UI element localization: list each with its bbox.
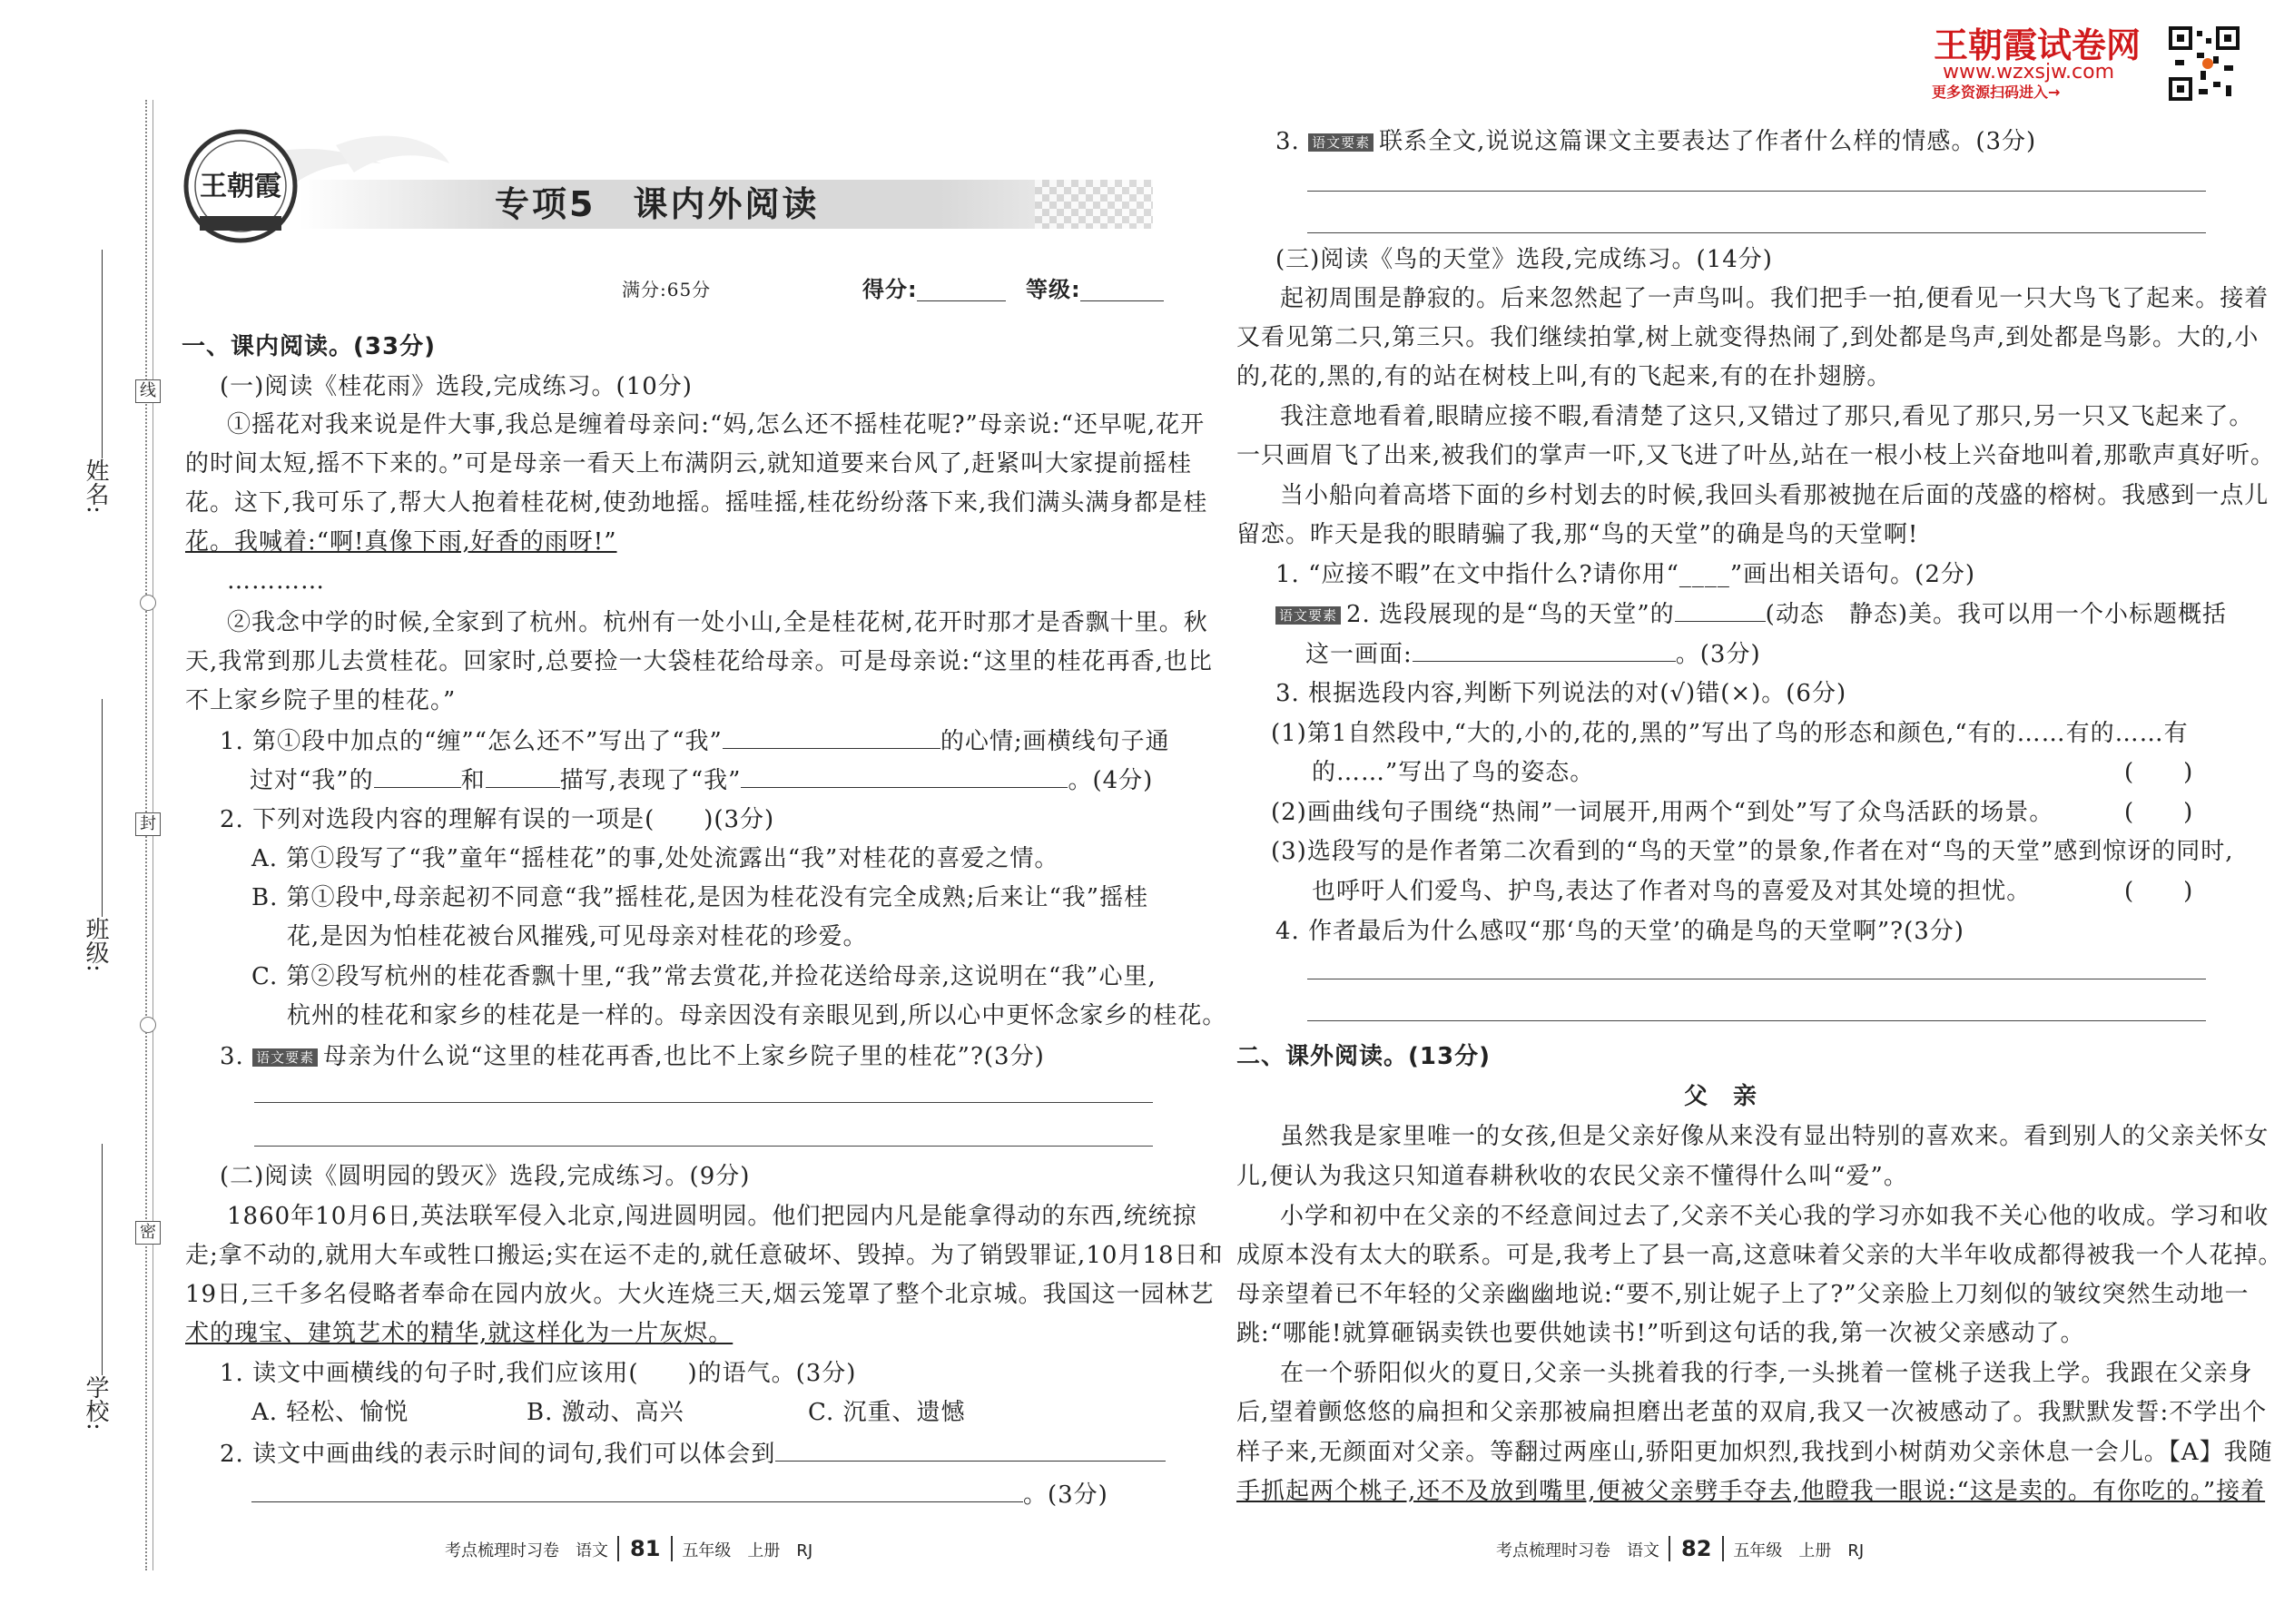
s2-para-line4: 术的瑰宝、建筑艺术的精华,就这样化为一片灰烬。 <box>185 1320 733 1347</box>
story-line8: 后,望着颤悠悠的扁担和父亲那被扁担磨出老茧的双肩,我又一次被感动了。我默默发誓:不学出个 <box>1236 1399 2268 1426</box>
story-line4: 成原本没有太大的联系。可是,我考上了县一高,这意味着父亲的大半年收成都得被我一个人花掉。 <box>1236 1242 2283 1269</box>
name-label: 姓名: <box>82 458 109 514</box>
s1-para1-line4: 花。我喊着:“啊!真像下雨,好香的雨呀!” <box>185 528 617 556</box>
s3-q3: 3. 根据选段内容,判断下列说法的对(√)错(×)。(6分) <box>1275 680 1847 707</box>
answer-blank[interactable] <box>723 726 940 749</box>
s1-q2-option-c1[interactable]: C. 第②段写杭州的桂花香飘十里,“我”常去赏花,并捡花送给母亲,这说明在“我”心里, <box>251 963 1157 990</box>
answer-blank[interactable] <box>251 1480 1023 1502</box>
answer-blank[interactable] <box>1413 639 1676 662</box>
name-field[interactable] <box>102 250 103 458</box>
judge-paren[interactable]: ( ) <box>2124 759 2194 786</box>
story-line2: 儿,便认为我这只知道春耕秋收的农民父亲不懂得什么叫“爱”。 <box>1236 1163 1908 1190</box>
s2-q1[interactable]: 1. 读文中画横线的句子时,我们应该用( )的语气。(3分) <box>220 1360 857 1387</box>
footer-right: 考点梳理时习卷 语文 82 五年级 上册 RJ <box>1496 1536 1865 1561</box>
s3-q3-item1a: (1)第1自然段中,“大的,小的,花的,黑的”写出了鸟的形态和颜色,“有的……有的……有 <box>1271 720 2189 747</box>
s1-para1-line2: 的时间太短,摇不下来的。”可是母亲一看天上布满阴云,就知道要来台风了,赶紧叫大家提前摇桂 <box>185 450 1193 477</box>
s3-q3-item3a: (3)选段写的是作者第二次看到的“鸟的天堂”的景象,作者在对“鸟的天堂”感到惊讶的同时, <box>1271 838 2234 865</box>
answer-line[interactable] <box>1307 191 2206 192</box>
binding-hole <box>140 595 156 611</box>
s1-para1-line3: 花。这下,我可乐了,帮大人抱着桂花树,使劲地摇。摇哇摇,桂花纷纷落下来,我们满头满身都是桂 <box>185 489 1208 517</box>
s2-q1-option-a[interactable]: A. 轻松、愉悦 <box>251 1399 409 1426</box>
s3-para3-line2: 留恋。昨天是我的眼睛骗了我,那“鸟的天堂”的确是鸟的天堂啊! <box>1236 521 1919 548</box>
s2-title: (二)阅读《圆明园的毁灭》选段,完成练习。(9分) <box>220 1163 751 1190</box>
s2-q2: 2. 读文中画曲线的表示时间的词句,我们可以体会到 <box>220 1439 1166 1469</box>
s1-para2-line1: ②我念中学的时候,全家到了杭州。杭州有一处小山,全是桂花树,花开时那才是香飘十里。秋 <box>227 609 1208 636</box>
element-tag: 语文要素 <box>1308 133 1373 152</box>
logo <box>182 127 300 245</box>
s3-para1-line1: 起初周围是静寂的。后来忽然起了一声鸟叫。我们把手一拍,便看见一只大鸟飞了起来。接着 <box>1280 285 2269 312</box>
class-label: 班级: <box>82 917 109 972</box>
s2-q1-option-c[interactable]: C. 沉重、遗憾 <box>808 1399 966 1426</box>
answer-line[interactable] <box>1307 1020 2206 1021</box>
title-banner-checker <box>1035 180 1153 229</box>
school-field[interactable] <box>102 1144 103 1375</box>
answer-blank[interactable] <box>775 1439 1166 1462</box>
s2-q1-option-b[interactable]: B. 激动、高兴 <box>527 1399 684 1426</box>
score-field[interactable] <box>917 300 1006 301</box>
s1-q3: 3. 语文要素 母亲为什么说“这里的桂花再香,也比不上家乡院子里的桂花”?(3分) <box>220 1043 1045 1070</box>
s1-q2[interactable]: 2. 下列对选段内容的理解有误的一项是( )(3分) <box>220 806 775 833</box>
s1-q2-option-a[interactable]: A. 第①段写了“我”童年“摇桂花”的事,处处流露出“我”对桂花的喜爱之情。 <box>251 845 1059 872</box>
s3-para2-line2: 一只画眉飞了出来,被我们的掌声一吓,又飞进了叶丛,站在一根小枝上兴奋地叫着,那歌声真好听。 <box>1236 442 2276 469</box>
footer-left: 考点梳理时习卷 语文 81 五年级 上册 RJ <box>445 1536 813 1561</box>
story-line9: 样子来,无颜面对父亲。等翻过两座山,骄阳更加炽烈,我找到小树荫劝父亲休息一会儿。【A】我随 <box>1236 1439 2273 1466</box>
brand-url[interactable]: www.wzxsjw.com <box>1943 61 2115 84</box>
s1-q1-line1: 1. 第①段中加点的“缠”“怎么还不”写出了“我” 的心情;画横线句子通 <box>220 728 1170 755</box>
s1-q1-line2: 过对“我”的 和 描写,表现了“我” 。(4分) <box>250 767 1154 794</box>
s1-para1-line1: ①摇花对我来说是件大事,我总是缠着母亲问:“妈,怎么还不摇桂花呢?”母亲说:“还早呢,花开 <box>227 411 1206 438</box>
qr-hint: 更多资源扫码进入→ <box>1932 84 2061 101</box>
s3-q3-item3b: 也呼吁人们爱鸟、护鸟,表达了作者对鸟的喜爱及对其处境的担忧。 <box>1312 878 2032 905</box>
s2-q3: 3. 语文要素 联系全文,说说这篇课文主要表达了作者什么样的情感。(3分) <box>1275 128 2037 155</box>
logo-text: 王朝霞 <box>200 171 281 202</box>
answer-blank[interactable] <box>741 765 1068 788</box>
element-tag: 语文要素 <box>252 1048 318 1067</box>
answer-line[interactable] <box>254 1146 1153 1147</box>
story-line6: 跳:“哪能!就算砸锅卖铁也要供她读书!”听到这句话的我,第一次被父亲感动了。 <box>1236 1320 2085 1347</box>
class-field[interactable] <box>102 699 103 917</box>
s2-q2-line2: 。(3分) <box>251 1480 1108 1510</box>
s3-para1-line2: 又看见第二只,第三只。我们继续拍掌,树上就变得热闹了,到处都是鸟声,到处都是鸟影。大的,小 <box>1236 324 2260 351</box>
s3-para3-line1: 当小船向着高塔下面的乡村划去的时候,我回头看那被抛在后面的茂盛的榕树。我感到一点儿 <box>1280 482 2269 509</box>
school-label: 学校: <box>82 1375 109 1431</box>
part1-title: 一、课内阅读。(33分) <box>182 333 436 360</box>
binding-hole <box>140 1017 156 1033</box>
part2-title: 二、课外阅读。(13分) <box>1236 1043 1491 1070</box>
grade-label: 等级: <box>1026 277 1081 302</box>
seal-cut-mark: 封 <box>135 812 161 836</box>
s3-para2-line1: 我注意地看着,眼睛应接不暇,看清楚了这只,又错过了那只,看见了那只,另一只又飞起来了。 <box>1280 403 2254 430</box>
page-number: 81 <box>617 1536 673 1561</box>
full-score: 满分:65分 <box>622 279 712 300</box>
s2-q3-text: 联系全文,说说这篇课文主要表达了作者什么样的情感。(3分) <box>1379 128 2037 155</box>
s2-para-line3: 19日,三千多名侵略者奉命在园内放火。大火连烧三天,烟云笼罩了整个北京城。我国这一园林艺 <box>185 1281 1215 1308</box>
s1-dots: ………… <box>227 567 325 595</box>
s1-q2-option-c2: 杭州的桂花和家乡的桂花是一样的。母亲因没有亲眼见到,所以心中更怀念家乡的桂花。 <box>287 1002 1227 1029</box>
s2-para-line1: 1860年10月6日,英法联军侵入北京,闯进圆明园。他们把园内凡是能拿得动的东西,统统掠 <box>227 1203 1197 1230</box>
s3-q3-item1b: 的……”写出了鸟的姿态。 <box>1312 759 1595 786</box>
brand-name: 王朝霞试卷网 <box>1934 25 2141 65</box>
page-number: 82 <box>1669 1536 1724 1561</box>
story-title: 父 亲 <box>1684 1083 1758 1110</box>
s3-q3-item2: (2)画曲线句子围绕“热闹”一词展开,用两个“到处”写了众鸟活跃的场景。 <box>1271 799 2054 826</box>
seal-line-mark: 线 <box>135 379 161 403</box>
answer-line[interactable] <box>1307 232 2206 233</box>
score-label: 得分: <box>862 277 918 302</box>
element-tag: 语文要素 <box>1275 606 1341 625</box>
story-line7: 在一个骄阳似火的夏日,父亲一头挑着我的行李,一头挑着一筐桃子送我上学。我跟在父亲身 <box>1280 1360 2253 1387</box>
s3-q4: 4. 作者最后为什么感叹“那‘鸟的天堂’的确是鸟的天堂啊”?(3分) <box>1275 918 1964 945</box>
story-line10: 手抓起两个桃子,还不及放到嘴里,便被父亲劈手夺去,他瞪我一眼说:“这是卖的。有你吃的。”接着 <box>1236 1478 2266 1505</box>
s2-para-line2: 走;拿不动的,就用大车或牲口搬运;实在运不走的,就任意破坏、毁掉。为了销毁罪证,10月18日和 <box>185 1242 1224 1269</box>
s1-para2-line2: 天,我常到那儿去赏桂花。回家时,总要捡一大袋桂花给母亲。可是母亲说:“这里的桂花再香,也比 <box>185 648 1213 675</box>
answer-blank[interactable] <box>374 765 461 788</box>
judge-paren[interactable]: ( ) <box>2124 878 2194 905</box>
s1-q2-option-b2: 花,是因为怕桂花被台风摧残,可见母亲对桂花的珍爱。 <box>287 923 868 950</box>
qr-code-icon[interactable] <box>2168 25 2240 102</box>
answer-blank[interactable] <box>486 765 560 788</box>
s3-title: (三)阅读《鸟的天堂》选段,完成练习。(14分) <box>1275 246 1773 273</box>
s3-para1-line3: 的,花的,黑的,有的站在树枝上叫,有的飞起来,有的在扑翅膀。 <box>1236 363 1892 390</box>
seal-seal-mark: 密 <box>135 1221 161 1245</box>
s1-q2-option-b1[interactable]: B. 第①段中,母亲起初不同意“我”摇桂花,是因为桂花没有完全成熟;后来让“我”摇桂 <box>251 884 1149 911</box>
grade-field[interactable] <box>1080 300 1164 301</box>
answer-line[interactable] <box>254 1102 1153 1103</box>
s3-q2-line1: 语文要素 2. 选段展现的是“鸟的天堂”的 (动态 静态)美。我可以用一个小标题概括 <box>1275 599 2227 629</box>
judge-paren[interactable]: ( ) <box>2124 799 2194 826</box>
s1-para2-line3: 不上家乡院子里的桂花。” <box>185 687 457 714</box>
s3-q2-line2: 这一画面: 。(3分) <box>1305 641 1761 668</box>
story-line1: 虽然我是家里唯一的女孩,但是父亲好像从来没有显出特别的喜欢来。看到别人的父亲关怀女 <box>1280 1123 2269 1150</box>
s1-title: (一)阅读《桂花雨》选段,完成练习。(10分) <box>220 373 693 400</box>
section-title: 专项5 课内外阅读 <box>495 184 820 224</box>
s3-q1: 1. “应接不暇”在文中指什么?请你用“____”画出相关语句。(2分) <box>1275 561 1976 588</box>
story-line3: 小学和初中在父亲的不经意间过去了,父亲不关心我的学习亦如我不关心他的收成。学习和收 <box>1280 1203 2269 1230</box>
story-line5: 母亲望着已不年轻的父亲幽幽地说:“要不,别让妮子上了?”父亲脸上刀刻似的皱纹突然生动地一 <box>1236 1281 2250 1308</box>
answer-blank[interactable] <box>1675 599 1766 622</box>
